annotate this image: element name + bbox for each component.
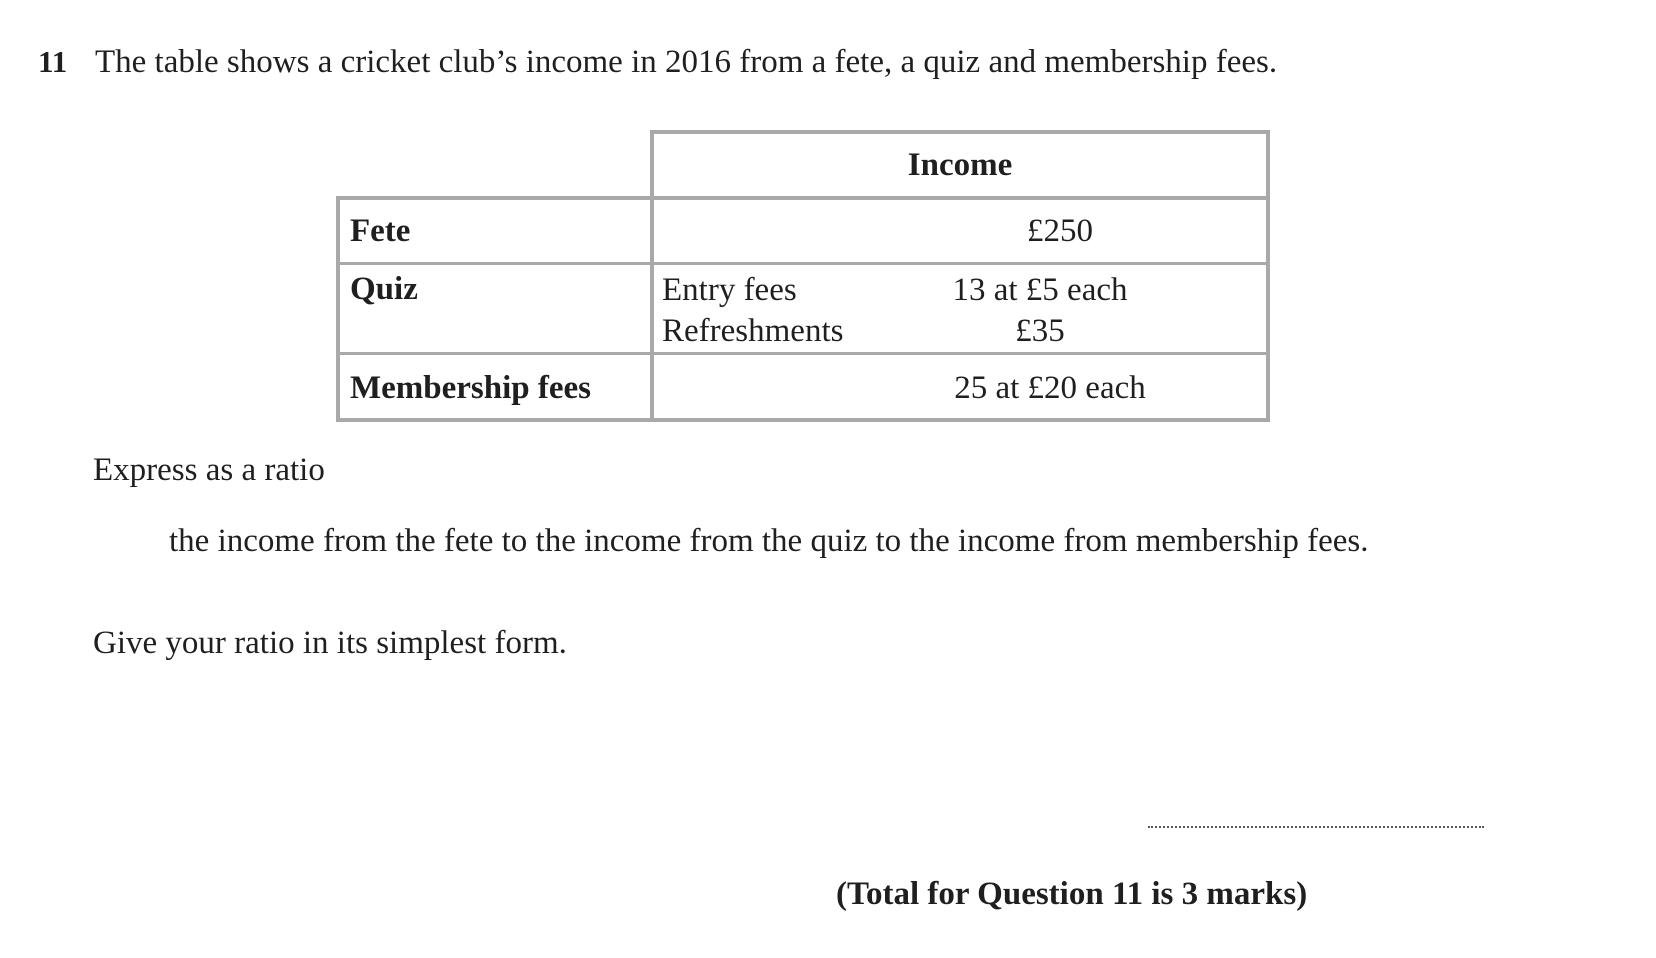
row-label-fete: Fete [350, 213, 411, 249]
answer-line[interactable] [1148, 826, 1484, 828]
question-intro: The table shows a cricket club’s income in 2016 from a fete, a quiz and membership fees. [95, 44, 1278, 80]
row-label-quiz: Quiz [350, 271, 418, 307]
instruction-text: Express as a ratio [93, 452, 325, 488]
row-label-membership-fees: Membership fees [350, 370, 592, 406]
quiz-item-refreshments: Refreshments [662, 313, 844, 349]
table-border-left [336, 196, 340, 422]
simplest-form-text: Give your ratio in its simplest form. [93, 625, 567, 661]
membership-fees-value: 25 at £20 each [954, 370, 1146, 406]
table-border-top-header [650, 130, 1270, 134]
total-marks: (Total for Question 11 is 3 marks) [836, 876, 1308, 912]
quiz-item-entry-fees: Entry fees [662, 272, 797, 308]
fete-value: £250 [1027, 213, 1093, 249]
quiz-entry-fees-value: 13 at £5 each [952, 272, 1128, 308]
table-header-income: Income [907, 147, 1013, 183]
table-border-right [1266, 130, 1270, 422]
quiz-refreshments-value: £35 [1015, 313, 1065, 349]
table-border-bottom [336, 418, 1270, 422]
ratio-statement: the income from the fete to the income from the quiz to the income from membership fees. [169, 523, 1369, 559]
table-border-top [336, 196, 1270, 200]
table-row-divider-1 [336, 262, 1270, 265]
table-row-divider-2 [336, 352, 1270, 355]
question-number: 11 [38, 44, 68, 79]
